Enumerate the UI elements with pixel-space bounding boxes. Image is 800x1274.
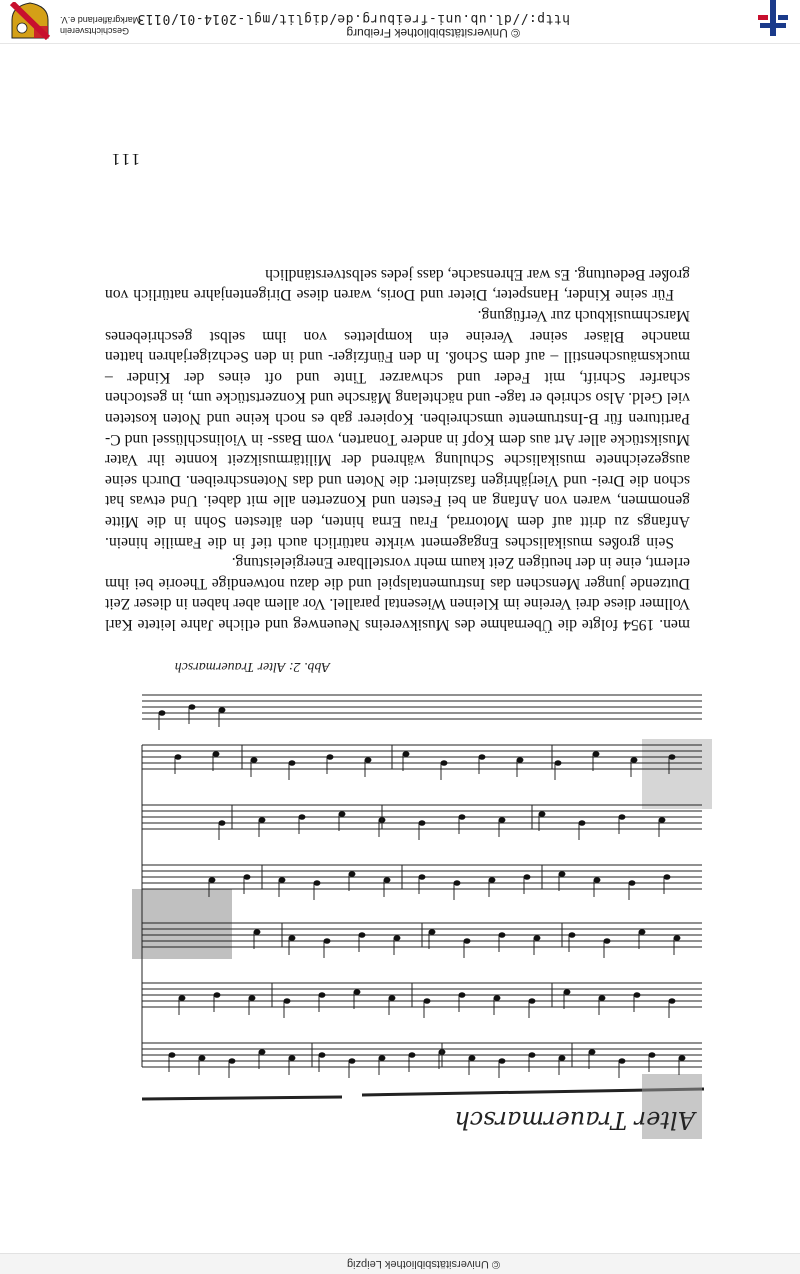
page-number: 111 xyxy=(109,150,140,169)
music-score-image xyxy=(132,687,712,1139)
copyright-text: © Universitätsbibliothek Freiburg xyxy=(346,26,520,40)
source-url[interactable]: http://dl.ub.uni-freiburg.de/diglit/mgl-2014-01/0113 xyxy=(137,11,570,26)
society-line-2: Markgräflerland e.V. xyxy=(60,15,141,25)
body-text xyxy=(105,263,690,634)
society-name xyxy=(60,14,160,36)
paragraph-2: Sein großes musikalisches Engagement wirkte natürlich auch tief in die Familie hinein. Anfangs zu dritt auf dem Motorrad, Frau Erna hinten, den ältesten Sohn in die Mitte genommen, waren von Anfang an bei Festen und Konzerten alle mit dabei. Und etwas hat schon die Drei- und Vierjährigen fasziniert: die Noten und das Notenschreiben. Durch seine ausgezeichnete musikalische Schulung während der Militärmusikzeit konnte ihr Vater Musikstücke aller Art aus dem Kopf in andere Tonarten, vom Bass- in Violinschlüssel und C-Partituren für B-Instrumente umschreiben. Kopierer gab es noch keine und Noten kosteten viel Geld. Also schrieb er tage- und nächtelang Märsche und Konzertstücke um, in gestochen scharfer Schrift, mit Feder und schwarzer Tinte und oft eines der Kinder – mucksmäuschenstill – auf dem Schoß. In den Fünfziger- und in den Sechzigerjahren hatten manche Bläser seiner Vereine ein komplettes von ihm selbst geschriebenes Marschmusikbuch zur Verfügung. xyxy=(105,307,690,551)
university-library-logo-icon xyxy=(752,0,794,36)
previous-copyright: © Universitätsbibliothek Leipzig xyxy=(346,1258,500,1270)
figure-caption: Abb. 2: Alter Trauermarsch xyxy=(174,659,330,674)
score-handwritten-title: Alter Trauermarsch xyxy=(454,1106,695,1134)
previous-page-strip xyxy=(0,1253,800,1274)
society-line-1: Geschichtsverein xyxy=(60,26,130,36)
paragraph-3: Für seine Kinder, Hanspeter, Dieter und Doris, waren diese Dirigentenjahre natürlich von großer Bedeutung. Es war Ehrensache, dass jedes selbstverständlich xyxy=(105,265,690,304)
paragraph-1: men. 1954 folgte die Übernahme des Musikvereins Neuenweg und etliche Jahre leitete Karl Vollmer diese drei Vereine im Kleinen Wiesental parallel. Vor allem aber haben in dieser Zeit Dutzende junger Menschen das Instrumentalspiel und die dazu notwendige Theorie bei ihm erlernt, eine in der heutigen Zeit kaum mehr vorstellbare Energieleistung. xyxy=(105,554,690,633)
history-society-crest-icon xyxy=(8,2,52,40)
